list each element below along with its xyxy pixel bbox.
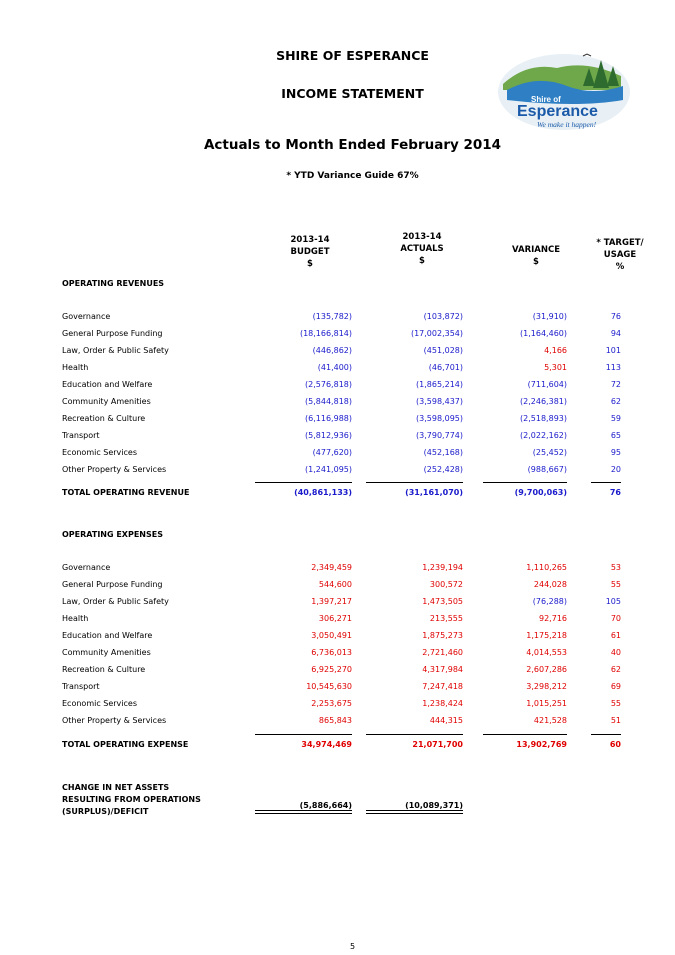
total-rule-budget [255,734,352,735]
cell-target: 62 [610,397,621,406]
total-budget: 34,974,469 [301,740,352,749]
cell-target: 95 [610,448,621,457]
col-target-sublabel: USAGE [603,250,637,260]
cell-target: 20 [610,465,621,474]
cell-budget: (477,620) [312,448,352,457]
cell-actuals: 1,875,273 [422,631,463,640]
cell-actuals: (451,028) [423,346,463,355]
cell-budget: (5,812,936) [305,431,352,440]
cell-budget: (6,116,988) [305,414,352,423]
period-title: Actuals to Month Ended February 2014 [203,137,502,153]
row-label: Education and Welfare [62,380,153,389]
cell-target: 70 [610,614,621,623]
cell-actuals: 444,315 [429,716,463,725]
cell-actuals: 1,473,505 [422,597,463,606]
cell-target: 69 [610,682,621,691]
cell-variance: 4,014,553 [526,648,567,657]
col-target-unit: % [615,262,625,272]
col-budget-header [268,234,352,270]
cell-budget: 1,397,217 [311,597,352,606]
cell-target: 101 [605,346,621,355]
cell-target: 40 [610,648,621,657]
cell-variance: 2,607,286 [526,665,567,674]
row-label: Education and Welfare [62,631,153,640]
cell-actuals: (17,002,354) [410,329,463,338]
row-label: Community Amenities [62,648,151,657]
cell-variance: (2,518,893) [520,414,567,423]
statement-title: INCOME STATEMENT [281,86,424,101]
cell-variance: (2,246,381) [520,397,567,406]
cell-target: 65 [610,431,621,440]
col-actuals-label: ACTUALS [400,244,444,254]
cell-target: 55 [610,699,621,708]
row-label: Transport [62,682,100,691]
cell-actuals: 1,239,194 [422,563,463,572]
shire-logo [497,50,631,132]
row-label: Economic Services [62,699,138,708]
cell-variance: 4,166 [544,346,567,355]
cell-budget: 6,925,270 [311,665,352,674]
total-label: TOTAL OPERATING EXPENSE [62,740,189,749]
cell-actuals: (1,865,214) [416,380,463,389]
cell-budget: 3,050,491 [311,631,352,640]
cell-variance: (25,452) [532,448,567,457]
cell-budget: 6,736,013 [311,648,352,657]
cell-target: 51 [610,716,621,725]
cell-actuals: (452,168) [423,448,463,457]
total-target: 76 [609,488,621,497]
cell-budget: (2,576,818) [305,380,352,389]
shire-title: SHIRE OF ESPERANCE [276,48,429,63]
row-label: Recreation & Culture [62,665,146,674]
cell-variance: 421,528 [533,716,567,725]
row-label: Governance [62,563,111,572]
total-rule-actuals [366,482,463,483]
row-label: General Purpose Funding [62,580,163,589]
total-actuals: 21,071,700 [412,740,463,749]
row-label: Recreation & Culture [62,414,146,423]
cell-actuals: 7,247,418 [422,682,463,691]
total-label: TOTAL OPERATING REVENUE [62,488,190,497]
cell-variance: 244,028 [533,580,567,589]
logo-text-shire: Shire of [531,95,561,104]
cell-variance: 5,301 [544,363,567,372]
section-heading: OPERATING EXPENSES [62,530,163,539]
cell-target: 94 [610,329,621,338]
total-target: 60 [609,740,621,749]
net-label-line: CHANGE IN NET ASSETS [62,783,170,792]
cell-variance: (31,910) [532,312,567,321]
net-dbl-rule-actuals [366,810,463,814]
cell-actuals: (252,428) [423,465,463,474]
cell-actuals: 2,721,460 [422,648,463,657]
col-budget-unit: $ [307,259,313,269]
row-label: Health [62,614,89,623]
cell-budget: (135,782) [312,312,352,321]
cell-budget: 306,271 [318,614,352,623]
cell-actuals: (3,790,774) [416,431,463,440]
cell-budget: (41,400) [317,363,352,372]
net-budget: (5,886,664) [299,801,352,810]
page-number: 5 [349,942,356,951]
cell-budget: (5,844,818) [305,397,352,406]
net-label-line: (SURPLUS)/DEFICIT [62,807,149,816]
cell-actuals: 4,317,984 [422,665,463,674]
row-label: Governance [62,312,111,321]
cell-budget: (1,241,095) [305,465,352,474]
total-budget: (40,861,133) [294,488,352,497]
total-actuals: (31,161,070) [405,488,463,497]
total-rule-actuals [366,734,463,735]
row-label: Community Amenities [62,397,151,406]
cell-budget: 544,600 [318,580,352,589]
cell-target: 62 [610,665,621,674]
cell-budget: (446,862) [312,346,352,355]
cell-target: 72 [610,380,621,389]
total-rule-budget [255,482,352,483]
cell-variance: 1,110,265 [526,563,567,572]
variance-guide: * YTD Variance Guide 67% [286,171,419,181]
cell-target: 76 [610,312,621,321]
cell-variance: (76,288) [532,597,567,606]
cell-target: 105 [605,597,621,606]
cell-actuals: (46,701) [428,363,463,372]
row-label: Economic Services [62,448,138,457]
total-variance: 13,902,769 [516,740,567,749]
row-label: General Purpose Funding [62,329,163,338]
col-variance-label: VARIANCE [511,245,561,255]
row-label: Health [62,363,89,372]
cell-variance: (2,022,162) [520,431,567,440]
net-label-line: RESULTING FROM OPERATIONS [62,795,201,804]
col-target-label: * TARGET/ [596,238,644,248]
cell-actuals: 300,572 [429,580,463,589]
cell-actuals: (3,598,437) [416,397,463,406]
cell-target: 55 [610,580,621,589]
cell-variance: (711,604) [527,380,567,389]
row-label: Other Property & Services [62,716,167,725]
total-rule-target [591,734,621,735]
cell-actuals: (3,598,095) [416,414,463,423]
cell-target: 53 [610,563,621,572]
net-actuals: (10,089,371) [405,801,463,810]
cell-target: 113 [605,363,621,372]
cell-budget: 865,843 [318,716,352,725]
total-rule-variance [483,734,567,735]
cell-variance: 1,175,218 [526,631,567,640]
row-label: Law, Order & Public Safety [62,597,169,606]
section-heading: OPERATING REVENUES [62,279,165,288]
col-target-header [588,237,652,273]
col-variance-unit: $ [533,257,539,267]
cell-variance: (1,164,460) [520,329,567,338]
cell-variance: 92,716 [539,614,567,623]
col-actuals-unit: $ [419,256,425,266]
cell-target: 59 [610,414,621,423]
row-label: Law, Order & Public Safety [62,346,169,355]
cell-budget: 2,349,459 [311,563,352,572]
cell-actuals: (103,872) [423,312,463,321]
cell-actuals: 213,555 [429,614,463,623]
col-variance-header [494,244,578,268]
cell-variance: 3,298,212 [526,682,567,691]
cell-budget: (18,166,814) [299,329,352,338]
logo-text-esperance: Esperance [517,103,598,120]
total-rule-target [591,482,621,483]
cell-variance: (988,667) [527,465,567,474]
col-actuals-header [380,231,464,267]
cell-actuals: 1,238,424 [422,699,463,708]
col-budget-label: BUDGET [290,247,330,257]
total-variance: (9,700,063) [514,488,567,497]
cell-budget: 10,545,630 [306,682,352,691]
col-budget-year: 2013-14 [290,235,330,245]
total-rule-variance [483,482,567,483]
col-actuals-year: 2013-14 [402,232,442,242]
cell-variance: 1,015,251 [526,699,567,708]
row-label: Transport [62,431,100,440]
logo-tagline: We make it happen! [537,120,597,129]
cell-target: 61 [610,631,621,640]
row-label: Other Property & Services [62,465,167,474]
cell-budget: 2,253,675 [311,699,352,708]
net-dbl-rule-budget [255,810,352,814]
